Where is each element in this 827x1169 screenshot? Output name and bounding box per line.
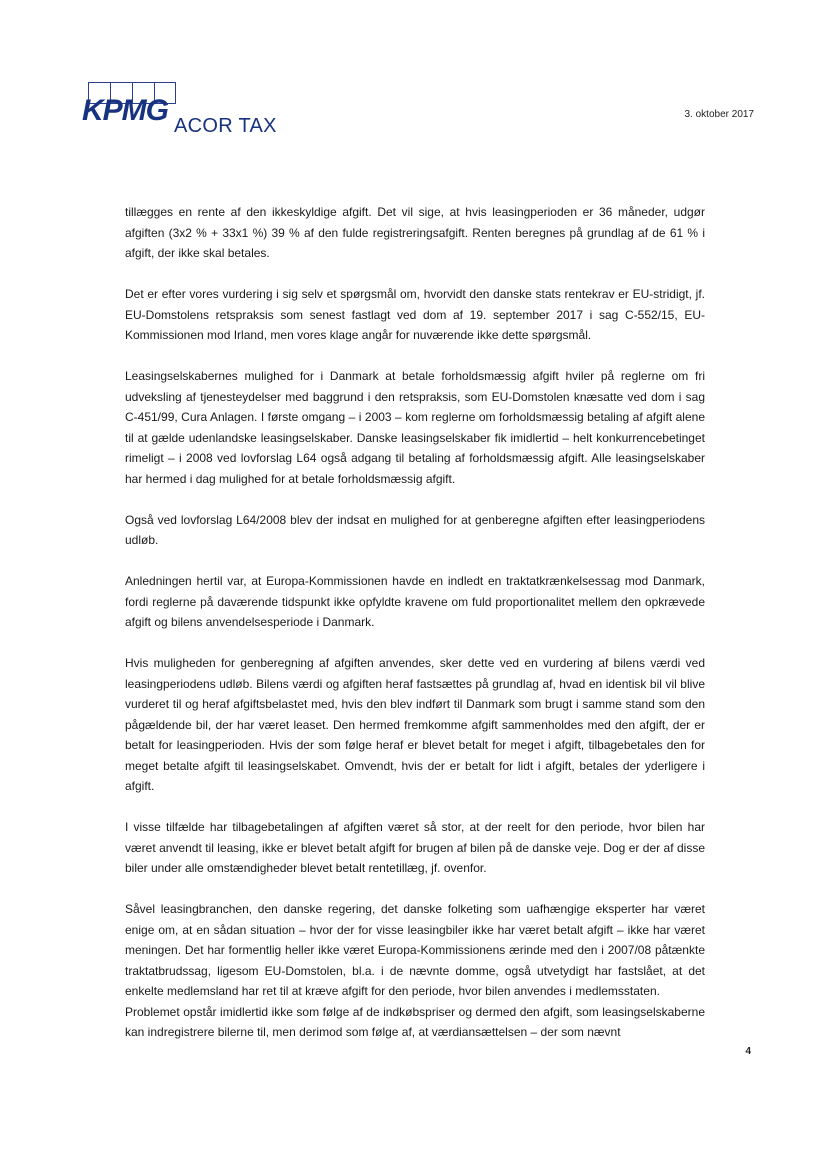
body-text — [125, 202, 705, 1063]
paragraph: Også ved lovforslag L64/2008 blev der indsat en mulighed for at genberegne afgiften efter leasingperiodens udløb. — [125, 512, 705, 547]
paragraph: tillægges en rente af den ikkeskyldige afgift. Det vil sige, at hvis leasingperioden er 36 måneder, udgør afgiften (3x2 % + 33x1 %) 39 % af den fulde registreringsafgift. Renten beregnes på grundlag af de 61 % i afgift, der ikke skal betales. — [125, 205, 705, 260]
paragraph: I visse tilfælde har tilbagebetalingen af afgiften været så stor, at der reelt for den periode, hvor bilen har været anvendt til leasing, ikke er blevet betalt afgift for brugen af bilen på de danske veje. Dog er der af disse biler under alle omstændigheder blevet betalt rentetillæg, jf. ovenfor. — [125, 820, 705, 875]
paragraph: Anledningen hertil var, at Europa-Kommissionen havde en indledt en traktatkrænkelsessag mod Danmark, fordi reglerne på daværende tidspunkt ikke opfyldte kravene om fuld proportionalitet mellem den opkrævede afgift og bilens anvendelsesperiode i Danmark. — [125, 574, 705, 629]
page-number: 4 — [745, 1046, 751, 1057]
logo-acor-tax-text: ACOR TAX — [174, 115, 277, 137]
paragraph: Såvel leasingbranchen, den danske regering, det danske folketing som uafhængige eksperter har været enige om, at en sådan situation – hvor der for visse leasingbiler ikke har været betalt afgift – ikke har været meningen. Det har formentlig heller ikke været Europa-Kommissionens ærinde med den i 2007/08 påtænkte traktatbrudssag, ligesom EU-Domstolen, bl.a. i de nævnte domme, også utvetydigt har fastslået, at det enkelte medlemsland har ret til at kræve afgift for den periode, hvor bilen anvendes i medlemsstaten. — [125, 902, 705, 998]
kpmg-acor-tax-logo — [82, 82, 302, 142]
paragraph: Problemet opstår imidlertid ikke som følge af de indkøbspriser og dermed den afgift, som leasingselskaberne kan indregistrere bilerne til, men derimod som følge af, at værdiansættelsen – der som nævnt — [125, 1004, 705, 1039]
document-date: 3. oktober 2017 — [684, 109, 754, 120]
logo-kpmg-text: KPMG — [82, 94, 168, 127]
paragraph: Hvis muligheden for genberegning af afgiften anvendes, sker dette ved en vurdering af bilens værdi ved leasingperiodens udløb. Bilens værdi og afgiften heraf fastsættes på grundlag af, hvad en identisk bil vil blive vurderet til og heraf afgiftsbelastet med, hvis den blev indført til Danmark som brugt i samme stand som den pågældende bil, der har været leaset. Den hermed fremkomme afgift sammenholdes med den afgift, der er betalt for leasingperioden. Hvis der som følge heraf er blevet betalt for meget i afgift, tilbagebetales den for meget betalte afgift til leasingselskabet. Omvendt, hvis der er betalt for lidt i afgift, betales der yderligere i afgift. — [125, 656, 705, 793]
paragraph: Det er efter vores vurdering i sig selv et spørgsmål om, hvorvidt den danske stats rentekrav er EU-stridigt, jf. EU-Domstolens retspraksis som senest fastlagt ved dom af 19. september 2017 i sag C-552/15, EU-Kommissionen mod Irland, men vores klage angår for nuværende ikke dette spørgsmål. — [125, 287, 705, 342]
paragraph: Leasingselskabernes mulighed for i Danmark at betale forholdsmæssig afgift hviler på reglerne om fri udveksling af tjenesteydelser med baggrund i den retspraksis, som EU-Domstolen knæsatte ved dom i sag C-451/99, Cura Anlagen. I første omgang – i 2003 – kom reglerne om forholdsmæssig betaling af afgift alene til at gælde udenlandske leasingselskaber. Danske leasingselskaber fik imidlertid – helt konkurrencebetinget rimeligt – i 2008 ved lovforslag L64 også adgang til betaling af forholdsmæssig afgift. Alle leasingselskaber har hermed i dag mulighed for at betale forholdsmæssig afgift. — [125, 369, 705, 486]
